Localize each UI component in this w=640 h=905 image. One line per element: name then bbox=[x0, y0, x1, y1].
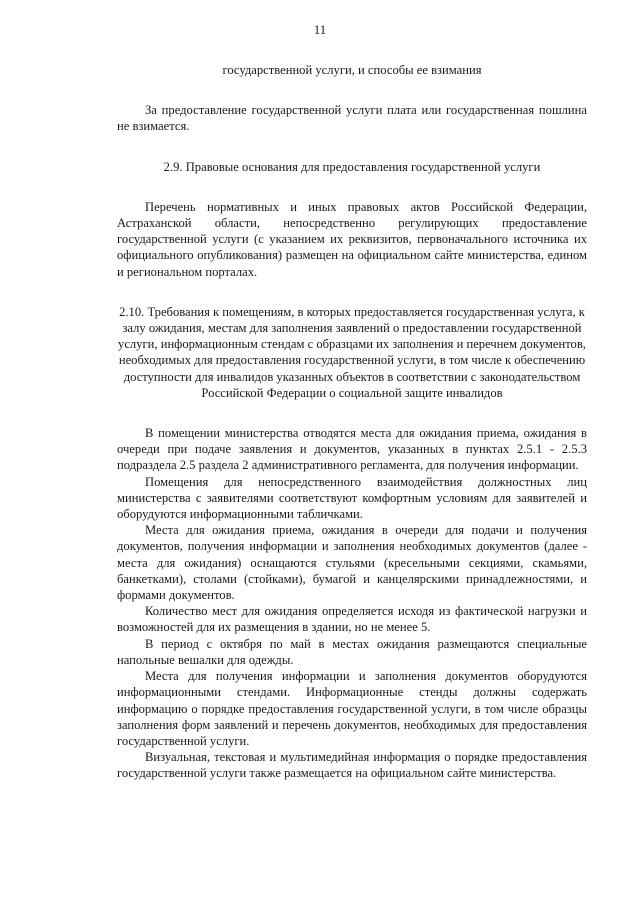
paragraph-seat-count: Количество мест для ожидания определяется исходя из фактической нагрузки и возможностей для их размещения в здании, но не менее 5. bbox=[117, 604, 587, 635]
section-title-continuation: государственной услуги, и способы ее взимания bbox=[222, 63, 482, 77]
section-heading-2-10: 2.10. Требования к помещениям, в которых предоставляется государственная услуга, к залу ожидания, местам для заполнения заявлений о предоставлении государственной услуги, информационным стендам с образцами их заполнения и перечнем документов, необходимых для предоставления государственной услуги, в том числе к обеспечению доступности для инвалидов указанных объектов в соответствии с законодательством Российской Федерации о социальной защите инвалидов bbox=[118, 304, 586, 400]
paragraph-legal-acts: Перечень нормативных и иных правовых актов Российской Федерации, Астраханской области, непосредственно регулирующих предоставление государственной услуги (с указанием их реквизитов, первоначального источника их официального опубликования) размещен на официальном сайте министерства, едином и региональном порталах. bbox=[117, 199, 587, 279]
paragraph-coat-hangers: В период с октября по май в местах ожидания размещаются специальные напольные вешалки для одежды. bbox=[117, 636, 587, 667]
paragraph-fee: За предоставление государственной услуги плата или государственная пошлина не взимается. bbox=[117, 103, 587, 134]
page-content bbox=[117, 62, 587, 782]
section-heading-2-9: 2.9. Правовые основания для предоставления государственной услуги bbox=[163, 159, 541, 174]
paragraph-waiting-places: В помещении министерства отводятся места для ожидания приема, ожидания в очереди при подаче заявления и документов, указанных в пунктах 2.5.1 - 2.5.3 подраздела 2.5 раздела 2 административного регламента, для получения информации. bbox=[117, 426, 587, 473]
page-number: 11 bbox=[313, 22, 327, 37]
paragraph-multimedia-info: Визуальная, текстовая и мультимедийная информация о порядке предоставления государственной услуги также размещается на официальном сайте министерства. bbox=[117, 750, 587, 781]
paragraph-info-stands: Места для получения информации и заполнения документов оборудуются информационными стендами. Информационные стенды должны содержать информацию о порядке предоставления государственной услуги, в том числе образцы заполнения форм заявлений и перечень документов, необходимых для предоставления государственной услуги. bbox=[117, 669, 587, 748]
paragraph-interaction-rooms: Помещения для непосредственного взаимодействия должностных лиц министерства с заявителями соответствуют комфортным условиям для заявителей и оборудуются информационными табличками. bbox=[117, 474, 587, 522]
paragraph-equipment: Места для ожидания приема, ожидания в очереди для подачи и получения документов, получения информации и заполнения необходимых документов (далее - места для ожидания) оснащаются стульями (кресельными секциями, скамьями, банкетками), столами (стойками), бумагой и канцелярскими принадлежностями, и формами документов. bbox=[117, 523, 587, 603]
